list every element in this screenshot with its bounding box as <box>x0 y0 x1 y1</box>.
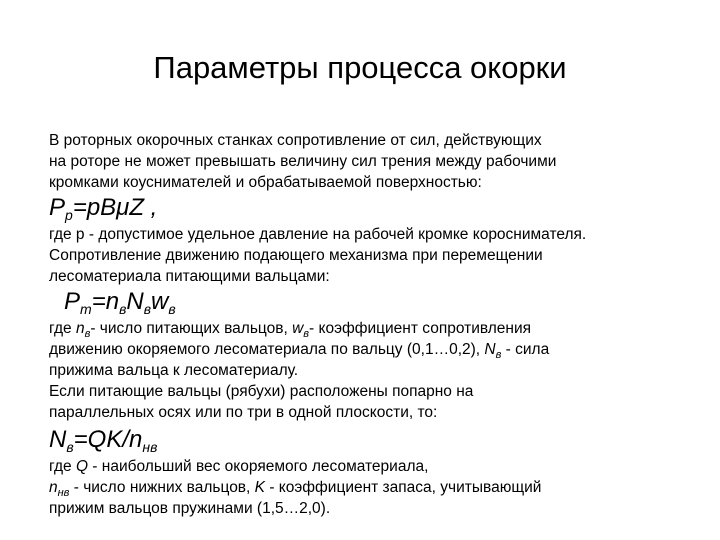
text-line: где $n_в-$ число питающих вальцов, $w_в-$ коэффициент сопротивления <box>49 320 532 340</box>
text-line: на роторе не может превышать величину сил трения между рабочими <box>49 153 557 170</box>
formula-roller-force <box>49 426 157 454</box>
formula-expression: =QK/n <box>73 426 143 453</box>
formula-symbol: w <box>151 288 169 315</box>
text-line: лесоматериала питающими вальцами: <box>49 268 330 285</box>
formula-subscript: в <box>66 439 74 455</box>
formula-subscript: в <box>143 301 152 317</box>
text-line: прижим вальцов пружинами (1,5…2,0). <box>49 500 331 517</box>
formula-symbol: P <box>64 288 81 315</box>
text-line: Сопротивление движению подающего механизма при перемещении <box>49 247 543 264</box>
text-line: параллельных осях или по три в одной плоскости, то: <box>49 404 438 421</box>
paragraph-weight <box>49 456 689 519</box>
paragraph-intro <box>49 130 689 193</box>
formula-feed-resistance <box>64 288 176 316</box>
formula-subscript: р <box>65 207 73 223</box>
slide-title: Параметры процесса окорки <box>153 50 567 85</box>
text-line: Если питающие вальцы (рябухи) расположены попарно на <box>49 383 474 400</box>
text-line: где Q - наибольший вес окоряемого лесоматериала, <box>49 458 429 475</box>
formula-rotor-force <box>49 194 157 222</box>
formula-subscript: нв <box>142 439 158 455</box>
text-line: кромками коуснимателей и обрабатываемой поверхностью: <box>49 174 482 191</box>
text-line: движению окоряемого лесоматериала по вальцу (0,1…0,2), $N_в$ - сила <box>49 341 550 361</box>
text-line: прижима вальца к лесоматериалу. <box>49 362 299 379</box>
text-line: $n_{нв}$ - число нижних вальцов, K - коэффициент запаса, учитывающий <box>49 479 542 499</box>
formula-subscript: т <box>80 301 92 317</box>
formula-symbol: N <box>126 288 144 315</box>
formula-expression: =pBμZ , <box>72 194 158 221</box>
formula-symbol: P <box>49 194 66 221</box>
formula-subscript: в <box>168 301 176 317</box>
text-line: В роторных окорочных станках сопротивление от сил, действующих <box>49 132 542 149</box>
paragraph-definitions <box>49 318 689 423</box>
paragraph-pressure <box>49 224 689 287</box>
text-line: где р - допустимое удельное давление на рабочей кромке короснимателя. <box>49 226 587 243</box>
formula-subscript: в <box>119 301 127 317</box>
formula-expression: =n <box>91 288 120 315</box>
formula-symbol: N <box>49 426 67 453</box>
